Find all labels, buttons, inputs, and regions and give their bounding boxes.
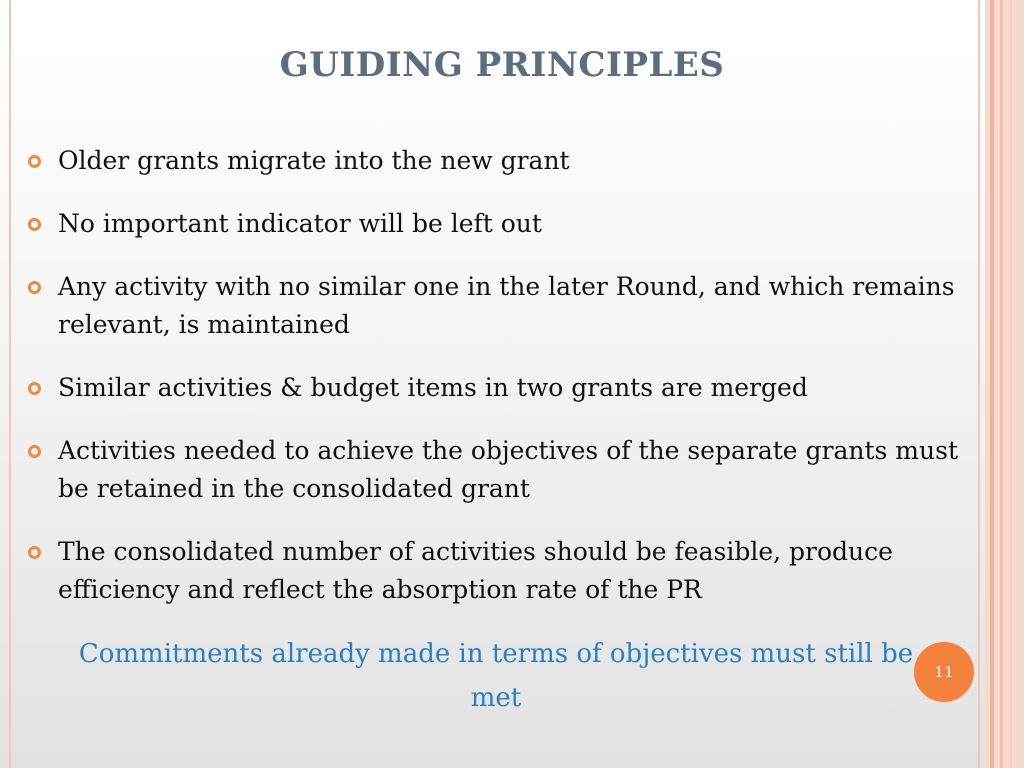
bullet-text: The consolidated number of activities should be feasible, produce efficiency and reflect the absorption rate of the PR	[58, 537, 893, 604]
frame-band-line	[1010, 0, 1012, 768]
frame-left-line	[9, 0, 11, 768]
commitment-note: Commitments already made in terms of objectives must still be met	[78, 639, 914, 713]
bullet-item	[26, 205, 976, 243]
bullet-item	[26, 533, 976, 609]
circle-bullet-icon	[28, 155, 41, 168]
bullet-text: Any activity with no similar one in the later Round, and which remains relevant, is maintained	[58, 272, 955, 339]
slide-title: GUIDING PRINCIPLES	[279, 45, 725, 85]
bullet-item	[26, 268, 976, 344]
circle-bullet-icon	[28, 445, 41, 458]
bullet-text: Activities needed to achieve the objectives of the separate grants must be retained in the consolidated grant	[58, 436, 958, 503]
bullet-item	[26, 432, 976, 508]
circle-bullet-icon	[28, 218, 41, 231]
bullet-item	[26, 369, 976, 407]
frame-right-line	[978, 0, 980, 768]
frame-band-line	[1000, 0, 1003, 768]
page-number-badge: 11	[914, 642, 974, 702]
bullet-list	[26, 142, 976, 634]
circle-bullet-icon	[28, 382, 41, 395]
bullet-text: Older grants migrate into the new grant	[58, 146, 570, 175]
bullet-item	[26, 142, 976, 180]
frame-band-line	[990, 0, 994, 768]
circle-bullet-icon	[28, 281, 41, 294]
circle-bullet-icon	[28, 546, 41, 559]
bullet-text: No important indicator will be left out	[58, 209, 542, 238]
bullet-text: Similar activities & budget items in two grants are merged	[58, 373, 808, 402]
